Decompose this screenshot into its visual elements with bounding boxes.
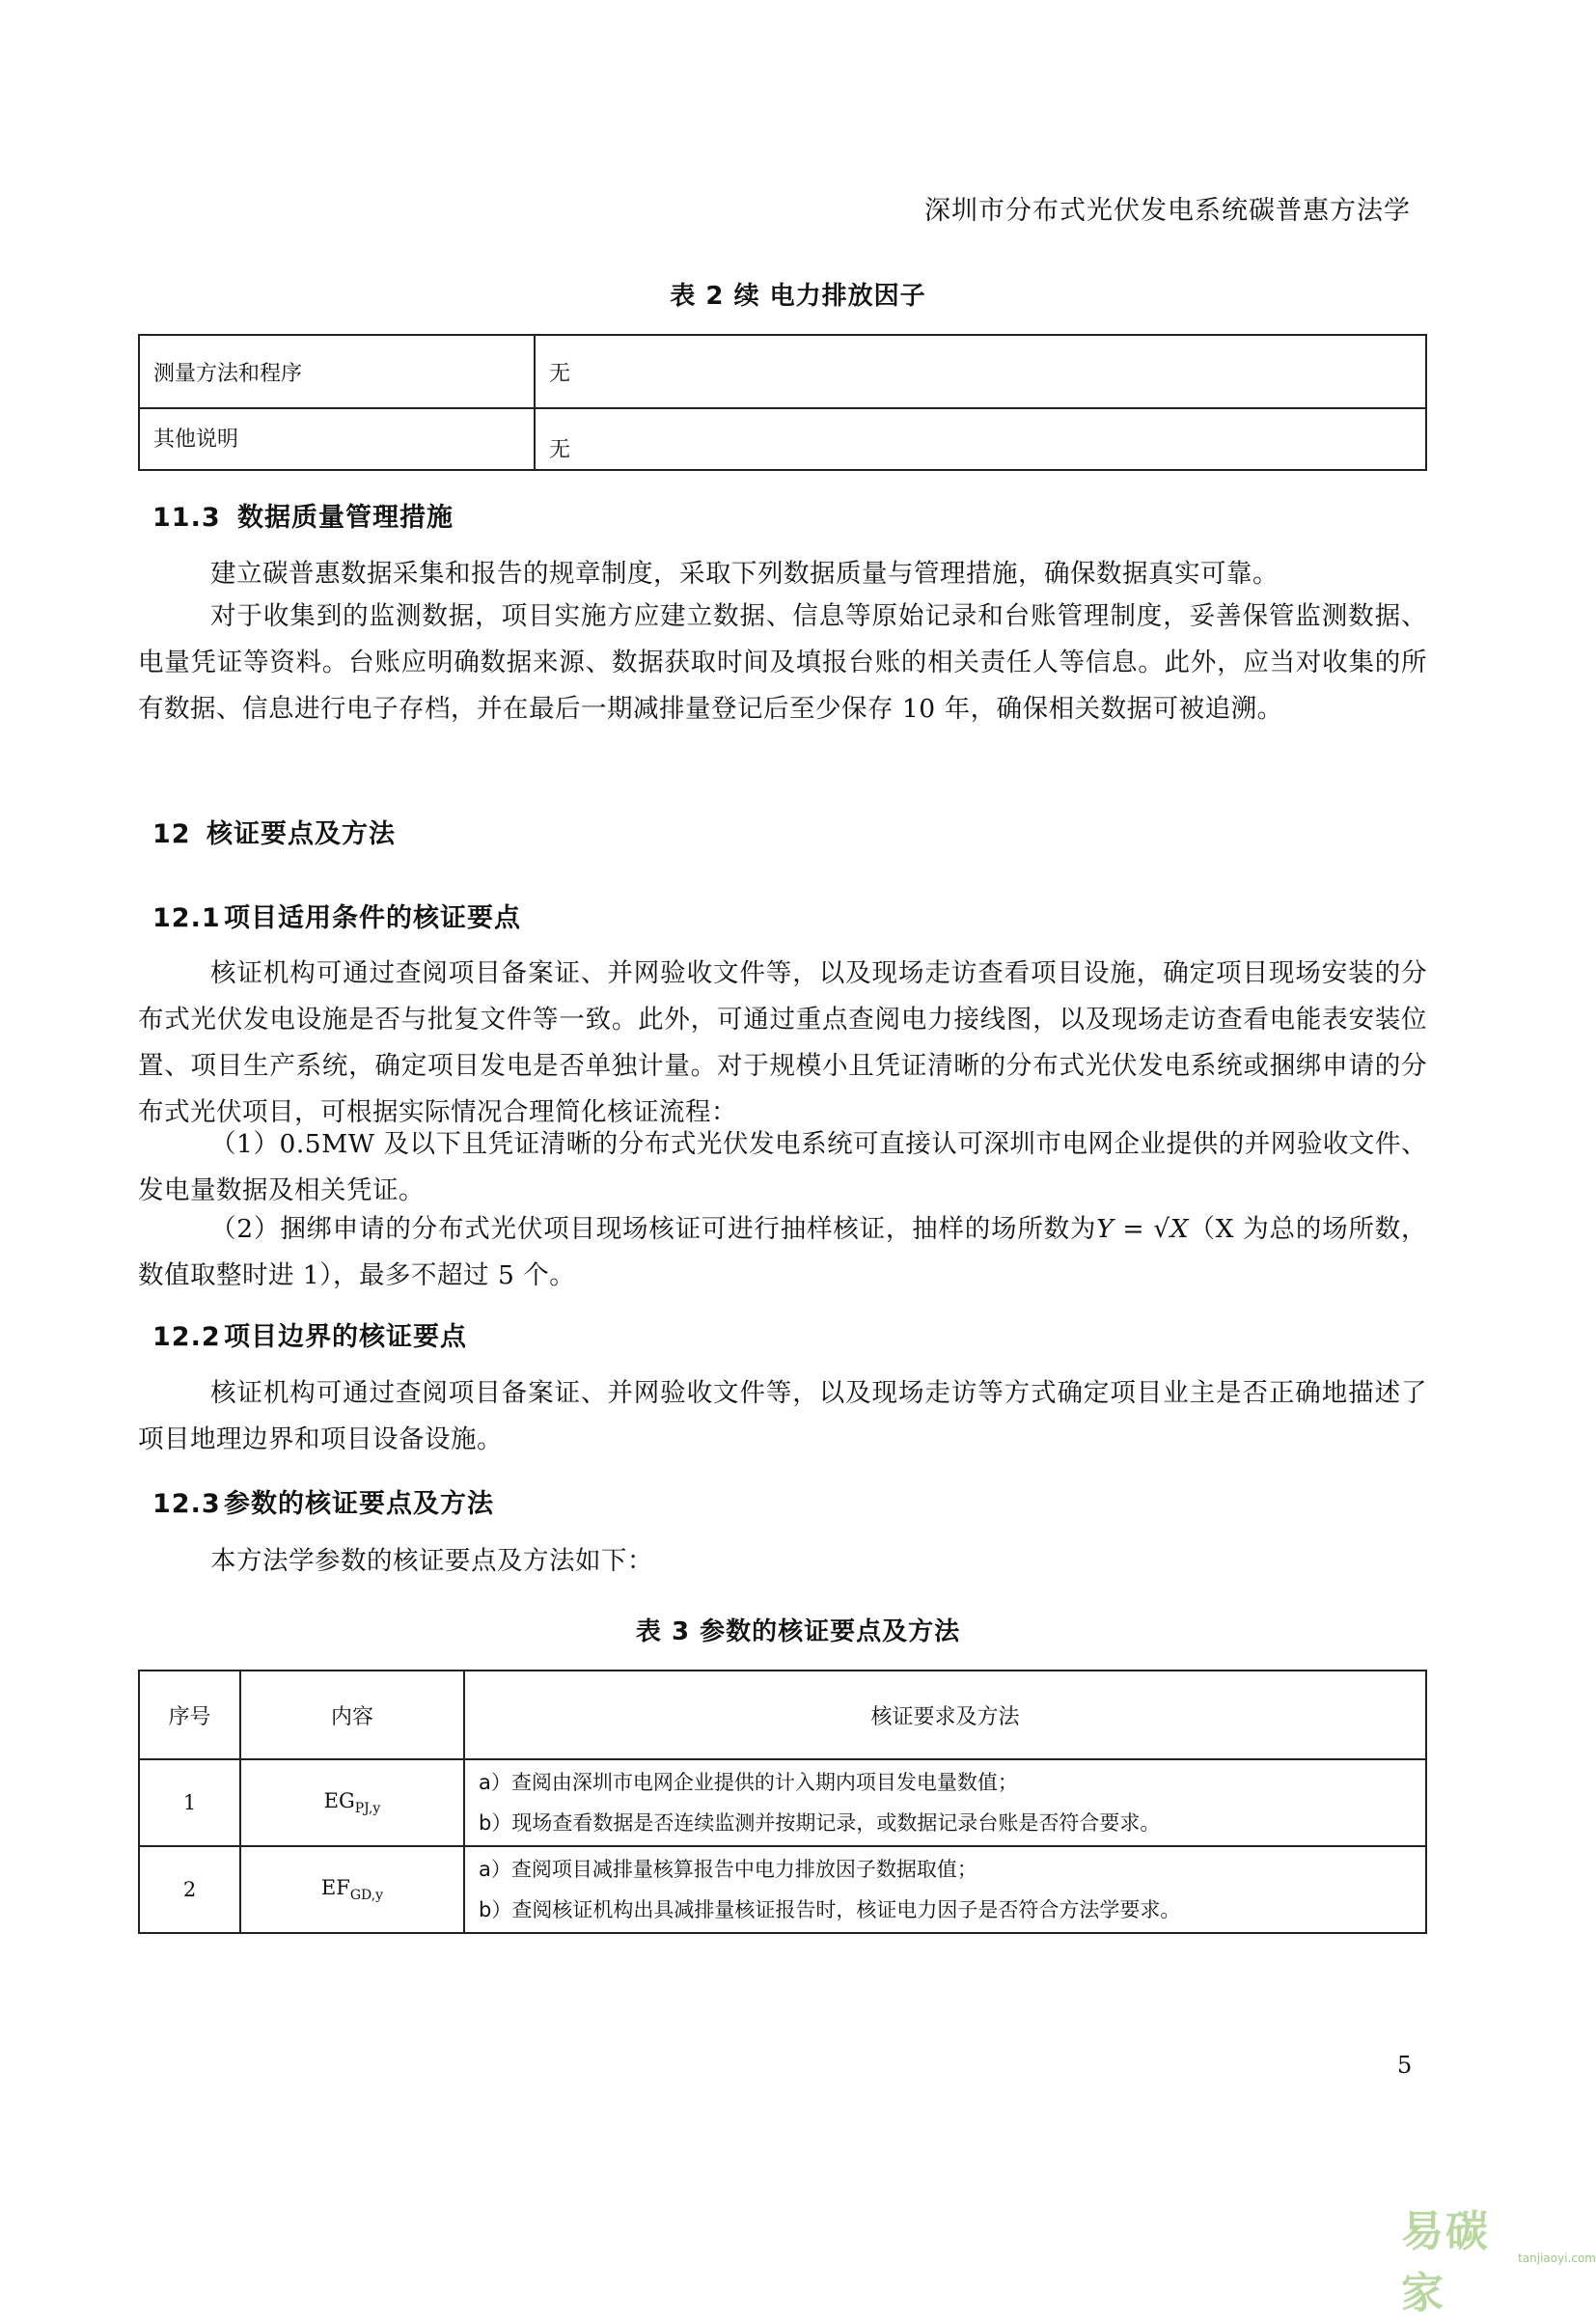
section-number: 12 xyxy=(152,819,191,849)
section-title: 参数的核证要点及方法 xyxy=(224,1489,494,1519)
table-cell-value: 无 xyxy=(535,335,1426,408)
table-cell-label: 其他说明 xyxy=(139,408,535,470)
parameter-cell xyxy=(240,1759,464,1846)
page-number: 5 xyxy=(1397,2052,1413,2079)
table-row xyxy=(139,1759,1426,1846)
paragraph xyxy=(138,1206,1427,1299)
row-number: 2 xyxy=(139,1846,240,1933)
section-number: 11.3 xyxy=(152,503,221,533)
section-heading-12 xyxy=(152,813,396,850)
section-number: 12.1 xyxy=(152,903,221,933)
section-heading-12-2 xyxy=(152,1315,467,1353)
paragraph: （1）0.5MW 及以下且凭证清晰的分布式光伏发电系统可直接认可深圳市电网企业提供的并网验收文件、发电量数据及相关凭证。 xyxy=(138,1129,1427,1205)
row-number: 1 xyxy=(139,1759,240,1846)
section-heading-12-3 xyxy=(152,1482,494,1520)
section-heading-11-3 xyxy=(152,496,454,534)
table2-caption: 表 2 续 电力排放因子 xyxy=(670,282,926,311)
parameter-subscript: PJ,y xyxy=(354,1801,381,1817)
paragraph: 核证机构可通过查阅项目备案证、并网验收文件等，以及现场走访查看项目设施，确定项目现场安装的分布式光伏发电设施是否与批复文件等一致。此外，可通过重点查阅电力接线图，以及现场走访查看电能表安装位置、项目生产系统，确定项目发电是否单独计量。对于规模小且凭证清晰的分布式光伏发电系统或捆绑申请的分布式光伏项目，可根据实际情况合理简化核证流程： xyxy=(138,958,1427,1127)
section-number: 12.3 xyxy=(152,1489,221,1519)
column-header: 内容 xyxy=(240,1671,464,1759)
section-number: 12.2 xyxy=(152,1322,221,1352)
requirement-item: b）现场查看数据是否连续监测并按期记录，或数据记录台账是否符合要求。 xyxy=(479,1811,1161,1835)
requirement-item: a）查阅由深圳市电网企业提供的计入期内项目发电量数值； xyxy=(479,1771,1018,1794)
table2 xyxy=(138,334,1427,471)
watermark-subtext: tanjiaoyi.com xyxy=(1518,2251,1596,2265)
requirement-cell xyxy=(464,1846,1426,1933)
parameter-subscript: GD,y xyxy=(349,1888,384,1904)
table-row xyxy=(139,335,1426,408)
column-header: 核证要求及方法 xyxy=(464,1671,1426,1759)
section-title: 数据质量管理措施 xyxy=(237,503,454,533)
watermark-logo xyxy=(1401,2196,1596,2320)
table3-caption: 表 3 参数的核证要点及方法 xyxy=(635,1617,961,1646)
requirement-cell xyxy=(464,1759,1426,1846)
text-run: （X 为总的场所数，数值取整时进 1），最多不超过 5 个。 xyxy=(138,1214,1427,1290)
table-cell-label: 测量方法和程序 xyxy=(139,335,535,408)
requirement-item: b）查阅核证机构出具减排量核证报告时，核证电力因子是否符合方法学要求。 xyxy=(479,1898,1181,1921)
formula: Y = √X xyxy=(1096,1214,1190,1244)
watermark-text: 易碳家 xyxy=(1401,2207,1490,2318)
paragraph: 建立碳普惠数据采集和报告的规章制度，采取下列数据质量与管理措施，确保数据真实可靠。 xyxy=(210,559,1279,589)
column-header: 序号 xyxy=(139,1671,240,1759)
table-header-row xyxy=(139,1671,1426,1759)
section-title: 项目边界的核证要点 xyxy=(224,1322,467,1352)
section-heading-12-1 xyxy=(152,897,521,934)
running-header: 深圳市分布式光伏发电系统碳普惠方法学 xyxy=(924,196,1411,226)
text-run: （2）捆绑申请的分布式光伏项目现场核证可进行抽样核证，抽样的场所数为 xyxy=(210,1214,1097,1244)
paragraph: 核证机构可通过查阅项目备案证、并网验收文件等，以及现场走访等方式确定项目业主是否正确地描述了项目地理边界和项目设备设施。 xyxy=(138,1378,1427,1454)
requirement-item: a）查阅项目减排量核算报告中电力排放因子数据取值； xyxy=(479,1858,977,1881)
section-title: 核证要点及方法 xyxy=(206,819,396,849)
table-row xyxy=(139,1846,1426,1933)
table-row xyxy=(139,408,1426,470)
section-title: 项目适用条件的核证要点 xyxy=(224,903,521,933)
parameter-symbol: EF xyxy=(320,1875,350,1899)
parameter-symbol: EG xyxy=(323,1788,355,1812)
table3 xyxy=(138,1670,1427,1934)
parameter-cell xyxy=(240,1846,464,1933)
table-cell-value: 无 xyxy=(535,408,1426,470)
paragraph: 本方法学参数的核证要点及方法如下： xyxy=(210,1546,653,1576)
paragraph: 对于收集到的监测数据，项目实施方应建立数据、信息等原始记录和台账管理制度，妥善保管监测数据、电量凭证等资料。台账应明确数据来源、数据获取时间及填报台账的相关责任人等信息。此外，应当对收集的所有数据、信息进行电子存档，并在最后一期减排量登记后至少保存 10 年，确保相关数据可被追溯。 xyxy=(138,601,1427,724)
